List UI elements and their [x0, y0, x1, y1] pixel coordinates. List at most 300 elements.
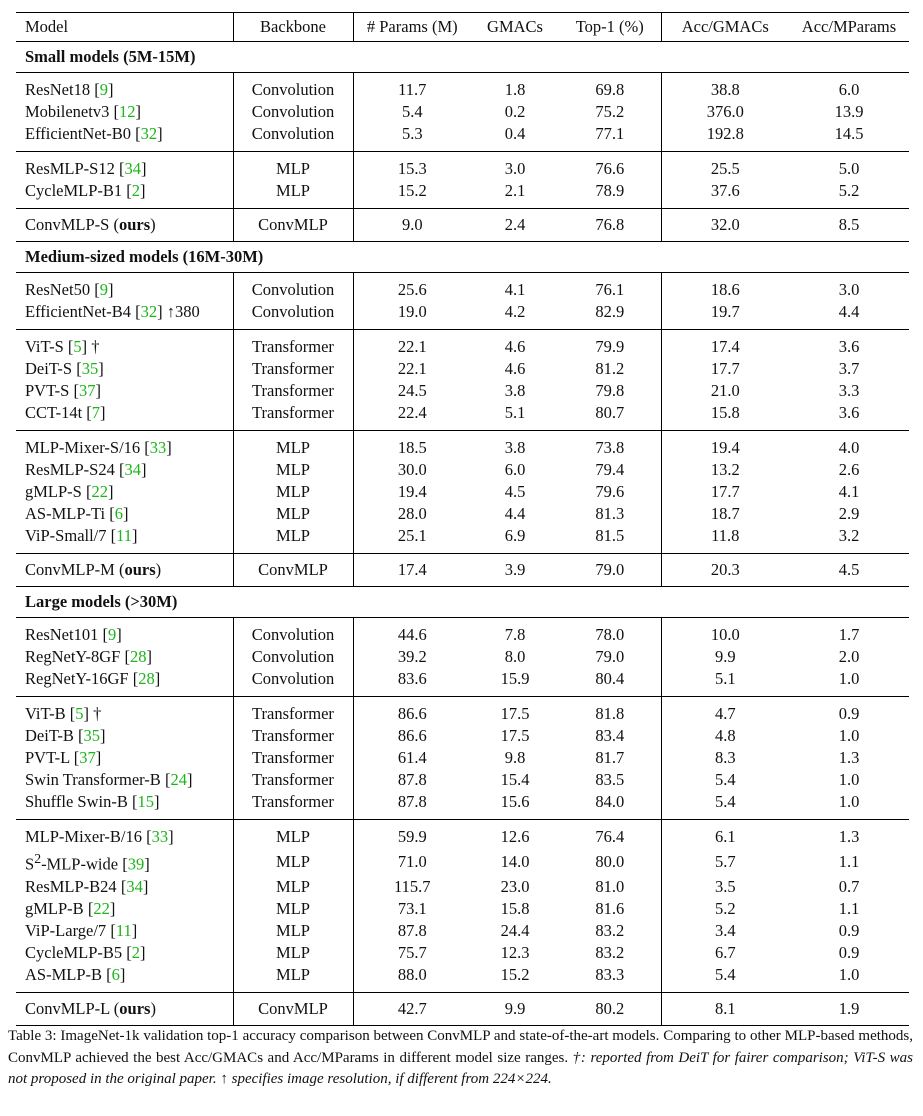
model-name: RegNetY-16GF: [25, 669, 133, 688]
table-row: [16, 769, 909, 791]
cell-model: ViT-B [5] †: [16, 697, 233, 726]
cell-top1: 76.4: [559, 820, 661, 849]
cell-gmacs: 15.6: [471, 791, 559, 820]
citation-link[interactable]: 33: [149, 438, 167, 457]
table-row: [16, 525, 909, 554]
cell-backbone: MLP: [233, 459, 353, 481]
cell-model: gMLP-S [22]: [16, 481, 233, 503]
cell-params: 87.8: [397, 770, 427, 789]
cell-model: CycleMLP-B1 [2]: [16, 180, 233, 209]
cell-top1: 84.0: [559, 791, 661, 820]
cell-gmacs: 3.9: [471, 554, 559, 587]
cell-params: 17.4: [353, 554, 471, 587]
table-row: [16, 358, 909, 380]
cell-model: ResMLP-S12 [34]: [16, 152, 233, 181]
cell-acc-mparams: 4.5: [789, 554, 909, 587]
cell-top1: 79.6: [559, 481, 661, 503]
model-name: MLP-Mixer-S/16: [25, 438, 145, 457]
cell-top1: 78.0: [559, 618, 661, 647]
cell-params: 25.6: [397, 280, 427, 299]
cell-gmacs: 17.5: [500, 704, 530, 723]
cell-params: 11.7: [398, 80, 427, 99]
model-name: Shuffle Swin-B: [25, 792, 132, 811]
model-suffix: †: [88, 704, 102, 723]
cell-model: AS-MLP-B [6]: [16, 964, 233, 993]
cell-params: 25.1: [353, 525, 471, 554]
cell-params: 19.0: [353, 301, 471, 330]
cell-gmacs: 4.4: [504, 504, 526, 523]
citation-link[interactable]: 34: [124, 159, 141, 178]
cell-acc-gmacs: 5.4: [661, 791, 789, 820]
cell-acc-mparams: 3.6: [838, 337, 860, 356]
cell-top1: 83.5: [559, 769, 661, 791]
cell-model: CCT-14t [7]: [16, 402, 233, 431]
cell-top1: 83.2: [559, 942, 661, 964]
cell-backbone: Transformer: [233, 402, 353, 431]
cell-acc-mparams: 3.7: [838, 359, 860, 378]
cell-acc-gmacs: 192.8: [661, 123, 789, 152]
model-name: MLP-Mixer-B/16: [25, 827, 147, 846]
cell-acc-gmacs: 25.5: [710, 159, 740, 178]
citation-link[interactable]: 34: [124, 460, 141, 479]
model-name: DeiT-B: [25, 726, 79, 745]
cell-backbone: MLP: [233, 942, 353, 964]
model-name: Mobilenetv3: [25, 102, 114, 121]
table-row: [16, 747, 909, 769]
cell-acc-gmacs: 5.2: [714, 898, 736, 918]
cell-acc-gmacs: 4.7: [714, 704, 736, 723]
cell-backbone: MLP: [233, 481, 353, 503]
cell-top1: 83.3: [559, 964, 661, 993]
cell-backbone: Convolution: [233, 618, 353, 647]
cell-acc-gmacs: 5.4: [661, 964, 789, 993]
citation-link[interactable]: 35: [81, 359, 99, 378]
cell-params: 86.6: [397, 704, 427, 723]
cell-top1: 80.2: [559, 992, 661, 1025]
citation-link[interactable]: 32: [140, 124, 158, 143]
cell-gmacs: 7.8: [504, 625, 526, 644]
table-row: [16, 101, 909, 123]
cell-backbone: Convolution: [233, 301, 353, 330]
citation-link[interactable]: 9: [107, 625, 117, 644]
cell-model: EfficientNet-B4 [32] ↑380: [16, 301, 233, 330]
cell-acc-mparams: 8.5: [789, 209, 909, 242]
cell-acc-mparams: 5.0: [838, 159, 860, 178]
ours-label: ours: [118, 215, 151, 234]
cell-backbone: Convolution: [233, 123, 353, 152]
cell-gmacs: 9.9: [471, 992, 559, 1025]
cell-gmacs: 5.1: [471, 402, 559, 431]
cell-top1: 81.3: [559, 503, 661, 525]
cell-gmacs: 0.4: [471, 123, 559, 152]
model-name: Swin Transformer-B: [25, 770, 165, 789]
table-row: [16, 668, 909, 697]
cell-acc-mparams: 1.1: [838, 851, 860, 871]
table-body: [16, 42, 909, 1026]
table-row: [16, 273, 909, 302]
cell-model: ViP-Large/7 [11]: [16, 920, 233, 942]
model-suffix: ): [150, 215, 156, 234]
citation-link[interactable]: 6: [114, 504, 123, 523]
table-row: [16, 725, 909, 747]
table-row: [16, 697, 909, 726]
cell-acc-mparams: 1.0: [789, 791, 909, 820]
cell-model: MLP-Mixer-B/16 [33]: [16, 820, 233, 849]
cell-backbone: MLP: [233, 431, 353, 460]
citation-link[interactable]: 32: [140, 302, 158, 321]
table-row: [16, 402, 909, 431]
table-row: [16, 920, 909, 942]
cell-top1: 79.9: [559, 330, 661, 359]
cell-acc-gmacs: 3.4: [714, 920, 736, 940]
section-header: [16, 587, 909, 618]
cell-gmacs: 24.4: [500, 920, 530, 940]
column-header-acc-gmacs: Acc/GMACs: [661, 13, 789, 42]
citation-link[interactable]: 35: [83, 726, 101, 745]
cell-acc-mparams: 14.5: [789, 123, 909, 152]
cell-acc-gmacs: 11.8: [661, 525, 789, 554]
column-header-gmacs: GMACs: [471, 13, 559, 42]
cell-top1: 80.0: [559, 848, 661, 876]
cell-gmacs: 4.5: [504, 482, 526, 501]
cell-acc-gmacs: 18.6: [710, 280, 740, 299]
cell-acc-gmacs: 13.2: [710, 460, 740, 479]
cell-gmacs: 2.1: [471, 180, 559, 209]
cell-gmacs: 4.1: [504, 280, 526, 299]
ours-label: ours: [124, 560, 156, 579]
cell-acc-gmacs: 9.9: [714, 647, 736, 666]
model-name: CycleMLP-B1: [25, 181, 127, 200]
cell-gmacs: 3.0: [504, 159, 526, 178]
cell-acc-mparams: 4.0: [838, 438, 860, 457]
cell-model: RegNetY-8GF [28]: [16, 646, 233, 668]
cell-acc-gmacs: 17.7: [710, 359, 740, 378]
cell-top1: 77.1: [559, 123, 661, 152]
caption-note: †: reported from DeiT for fairer comparison; ViT-S was not proposed in the original paper. ↑ specifies image resolution, if different from 224×224.: [8, 1049, 914, 1087]
cell-acc-mparams: 13.9: [834, 102, 864, 121]
cell-acc-gmacs: 19.7: [661, 301, 789, 330]
table-row: [16, 481, 909, 503]
table-row: [16, 380, 909, 402]
cell-acc-mparams: 2.6: [838, 460, 860, 479]
model-name: ViP-Large/7: [25, 920, 111, 940]
citation-link[interactable]: 9: [99, 80, 108, 99]
cell-params: 73.1: [397, 898, 427, 918]
model-name: CCT-14t: [25, 403, 87, 422]
citation-link[interactable]: 15: [137, 792, 154, 811]
model-name: S: [25, 854, 35, 874]
cell-params: 22.1: [397, 359, 427, 378]
cell-acc-gmacs: 19.4: [710, 438, 740, 457]
cell-params: 86.6: [397, 726, 427, 745]
cell-model: AS-MLP-Ti [6]: [16, 503, 233, 525]
citation-link[interactable]: 11: [115, 920, 132, 940]
cell-gmacs: 6.0: [504, 460, 526, 479]
cell-acc-mparams: 6.0: [838, 80, 860, 99]
cell-acc-gmacs: 4.8: [714, 726, 736, 745]
citation-link[interactable]: 2: [131, 942, 141, 962]
cell-acc-gmacs: 5.7: [714, 851, 736, 871]
cell-top1: 81.7: [559, 747, 661, 769]
table-row: [16, 942, 909, 964]
cell-params: 61.4: [397, 748, 427, 767]
cell-gmacs: 14.0: [500, 851, 530, 871]
model-name: ViT-B: [25, 704, 70, 723]
citation-link[interactable]: 37: [79, 748, 96, 767]
citation-link[interactable]: 33: [151, 827, 169, 846]
cell-gmacs: 15.8: [500, 898, 530, 918]
cell-acc-mparams: 0.9: [838, 704, 860, 723]
cell-acc-mparams: 0.9: [838, 942, 860, 962]
cell-gmacs: 2.4: [471, 209, 559, 242]
ours-label: ours: [119, 998, 151, 1018]
model-suffix: ): [150, 998, 156, 1018]
cell-acc-gmacs: 21.0: [710, 381, 740, 400]
cell-acc-mparams: 2.0: [838, 647, 860, 666]
model-name: ConvMLP-S (: [25, 215, 119, 234]
cell-backbone: Transformer: [233, 725, 353, 747]
cell-acc-mparams: 0.9: [838, 920, 860, 940]
cell-backbone: MLP: [233, 180, 353, 209]
results-table: [16, 12, 909, 1026]
citation-link[interactable]: 28: [129, 647, 147, 666]
model-suffix: †: [87, 337, 100, 356]
header-row: [16, 13, 909, 42]
cell-acc-gmacs: 38.8: [710, 80, 740, 99]
cell-params: 42.7: [353, 992, 471, 1025]
citation-link[interactable]: 6: [111, 964, 120, 984]
cell-acc-mparams: 2.9: [838, 504, 860, 523]
table-row: [16, 73, 909, 102]
section-title: Medium-sized models (16M-30M): [16, 242, 909, 273]
table-row: [16, 431, 909, 460]
cell-acc-mparams: 1.0: [838, 726, 860, 745]
cell-acc-gmacs: 5.1: [661, 668, 789, 697]
table-caption: [8, 1026, 913, 1091]
cell-model: PVT-L [37]: [16, 747, 233, 769]
table-row: [16, 123, 909, 152]
model-name: ResMLP-S24: [25, 460, 119, 479]
cell-gmacs: 23.0: [500, 876, 530, 896]
citation-link[interactable]: 37: [78, 381, 96, 400]
cell-params: 83.6: [353, 668, 471, 697]
cell-params: 24.5: [397, 381, 427, 400]
cell-acc-mparams: 3.6: [789, 402, 909, 431]
model-name: PVT-S: [25, 381, 74, 400]
cell-backbone: MLP: [233, 820, 353, 849]
cell-backbone: MLP: [233, 848, 353, 876]
model-name: ResNet18: [25, 80, 95, 99]
cell-acc-gmacs: 20.3: [661, 554, 789, 587]
cell-backbone: MLP: [233, 898, 353, 920]
cell-backbone: MLP: [233, 152, 353, 181]
cell-params: 15.2: [353, 180, 471, 209]
cell-acc-gmacs: 18.7: [710, 504, 740, 523]
cell-top1: 79.0: [559, 646, 661, 668]
model-name: CycleMLP-B5: [25, 942, 127, 962]
cell-gmacs: 4.2: [471, 301, 559, 330]
cell-params: 44.6: [397, 625, 427, 644]
cell-acc-mparams: 1.7: [838, 625, 860, 644]
model-name: EfficientNet-B0: [25, 124, 136, 143]
cell-top1: 81.2: [559, 358, 661, 380]
cell-params: 22.1: [397, 337, 427, 356]
cell-backbone: MLP: [233, 964, 353, 993]
section-title: Small models (5M-15M): [16, 42, 909, 73]
cell-acc-mparams: 1.3: [838, 827, 860, 846]
cell-acc-gmacs: 17.7: [710, 482, 740, 501]
cell-top1: 69.8: [559, 73, 661, 102]
table-row: [16, 898, 909, 920]
cell-top1: 81.5: [559, 525, 661, 554]
column-header-params: # Params (M): [353, 13, 471, 42]
cell-model: PVT-S [37]: [16, 380, 233, 402]
cell-top1: 83.2: [559, 920, 661, 942]
cell-params: 22.4: [353, 402, 471, 431]
citation-link[interactable]: 22: [91, 482, 108, 501]
cell-acc-mparams: 3.2: [789, 525, 909, 554]
model-name: ResNet50: [25, 280, 95, 299]
cell-acc-mparams: 1.0: [789, 964, 909, 993]
cell-gmacs: 9.8: [504, 748, 526, 767]
cell-params: 87.8: [397, 920, 427, 940]
citation-link[interactable]: 5: [73, 337, 82, 356]
cell-model: Swin Transformer-B [24]: [16, 769, 233, 791]
cell-model: CycleMLP-B5 [2]: [16, 942, 233, 964]
cell-acc-mparams: 3.0: [838, 280, 860, 299]
cell-top1: 82.9: [559, 301, 661, 330]
citation-link[interactable]: 24: [170, 770, 187, 789]
cell-gmacs: 8.0: [504, 647, 526, 666]
cell-gmacs: 12.6: [500, 827, 530, 846]
cell-model: ResMLP-S24 [34]: [16, 459, 233, 481]
table-row: [16, 876, 909, 898]
cell-acc-gmacs: 8.3: [714, 748, 736, 767]
cell-params: 59.9: [397, 827, 427, 846]
model-name: gMLP-S: [25, 482, 86, 501]
model-name-rest: -MLP-wide: [41, 854, 123, 874]
cell-backbone: Transformer: [233, 330, 353, 359]
cell-params: 18.5: [397, 438, 427, 457]
cell-params: 71.0: [397, 851, 427, 871]
cell-backbone: MLP: [233, 525, 353, 554]
model-name: DeiT-S: [25, 359, 77, 378]
citation-link[interactable]: 12: [118, 102, 136, 121]
citation-link[interactable]: 11: [116, 526, 133, 545]
cell-acc-mparams: 1.3: [838, 748, 860, 767]
cell-params: 15.3: [397, 159, 427, 178]
cell-acc-gmacs: 37.6: [661, 180, 789, 209]
cell-backbone: Transformer: [233, 769, 353, 791]
cell-params: 39.2: [397, 647, 427, 666]
cell-acc-gmacs: 10.0: [710, 625, 740, 644]
cell-acc-gmacs: 376.0: [706, 102, 744, 121]
model-name: PVT-L: [25, 748, 74, 767]
citation-link[interactable]: 9: [99, 280, 108, 299]
cell-gmacs: 4.6: [504, 337, 526, 356]
model-name: AS-MLP-Ti: [25, 504, 110, 523]
section-header: [16, 242, 909, 273]
cell-params: 19.4: [397, 482, 427, 501]
cell-acc-gmacs: 3.5: [714, 876, 736, 896]
citation-link[interactable]: 39: [127, 854, 145, 874]
cell-gmacs: 15.9: [471, 668, 559, 697]
model-name: ResNet101: [25, 625, 103, 644]
cell-model: ResNet50 [9]: [16, 273, 233, 302]
table-row: [16, 180, 909, 209]
table-row: [16, 503, 909, 525]
cell-top1: 81.0: [559, 876, 661, 898]
cell-gmacs: 3.8: [504, 381, 526, 400]
citation-link[interactable]: 22: [93, 898, 110, 918]
model-name: ConvMLP-M (: [25, 560, 125, 579]
cell-acc-mparams: 1.1: [838, 898, 860, 918]
citation-link[interactable]: 2: [131, 181, 141, 200]
cell-model: DeiT-S [35]: [16, 358, 233, 380]
cell-acc-gmacs: 5.4: [714, 770, 736, 789]
section-title: Large models (>30M): [16, 587, 909, 618]
model-name-superscript: 2: [34, 851, 42, 866]
cell-top1: 80.7: [559, 402, 661, 431]
cell-backbone: Convolution: [233, 668, 353, 697]
cell-model: MLP-Mixer-S/16 [33]: [16, 431, 233, 460]
citation-link[interactable]: 7: [91, 403, 101, 422]
cell-backbone: Transformer: [233, 358, 353, 380]
cell-backbone: ConvMLP: [233, 992, 353, 1025]
cell-params: 87.8: [353, 791, 471, 820]
model-name: AS-MLP-B: [25, 964, 107, 984]
cell-model: [16, 209, 233, 242]
cell-params: 115.7: [393, 876, 431, 896]
table-row: [16, 820, 909, 849]
cell-acc-mparams: 5.2: [789, 180, 909, 209]
cell-acc-mparams: 1.0: [789, 668, 909, 697]
cell-model: ResNet18 [9]: [16, 73, 233, 102]
table-row: [16, 848, 909, 876]
citation-link[interactable]: 28: [138, 669, 155, 688]
model-name: ViP-Small/7: [25, 526, 111, 545]
cell-top1: 78.9: [559, 180, 661, 209]
citation-link[interactable]: 34: [126, 876, 143, 896]
cell-acc-mparams: 1.9: [789, 992, 909, 1025]
cell-acc-gmacs: 32.0: [661, 209, 789, 242]
cell-top1: 75.2: [559, 101, 661, 123]
cell-backbone: MLP: [233, 503, 353, 525]
cell-gmacs: 4.6: [504, 359, 526, 378]
table-row: [16, 646, 909, 668]
cell-gmacs: 17.5: [500, 726, 530, 745]
citation-link[interactable]: 5: [75, 704, 84, 723]
cell-gmacs: 1.8: [504, 80, 526, 99]
table-row: [16, 992, 909, 1025]
cell-acc-gmacs: 6.1: [714, 827, 736, 846]
cell-backbone: ConvMLP: [233, 209, 353, 242]
cell-top1: 79.0: [559, 554, 661, 587]
cell-gmacs: 0.2: [504, 102, 526, 121]
cell-backbone: MLP: [233, 920, 353, 942]
table-row: [16, 209, 909, 242]
cell-backbone: Transformer: [233, 791, 353, 820]
cell-top1: 73.8: [559, 431, 661, 460]
model-name: ConvMLP-L (: [25, 998, 120, 1018]
cell-model: Shuffle Swin-B [15]: [16, 791, 233, 820]
model-name: ResMLP-S12: [25, 159, 119, 178]
column-header-acc-mparams: Acc/MParams: [789, 13, 909, 42]
cell-acc-gmacs: 8.1: [661, 992, 789, 1025]
model-name: ResMLP-B24: [25, 876, 121, 896]
cell-acc-gmacs: 15.8: [661, 402, 789, 431]
cell-model: $S^2-MLP$-wide [39]: [16, 848, 233, 876]
